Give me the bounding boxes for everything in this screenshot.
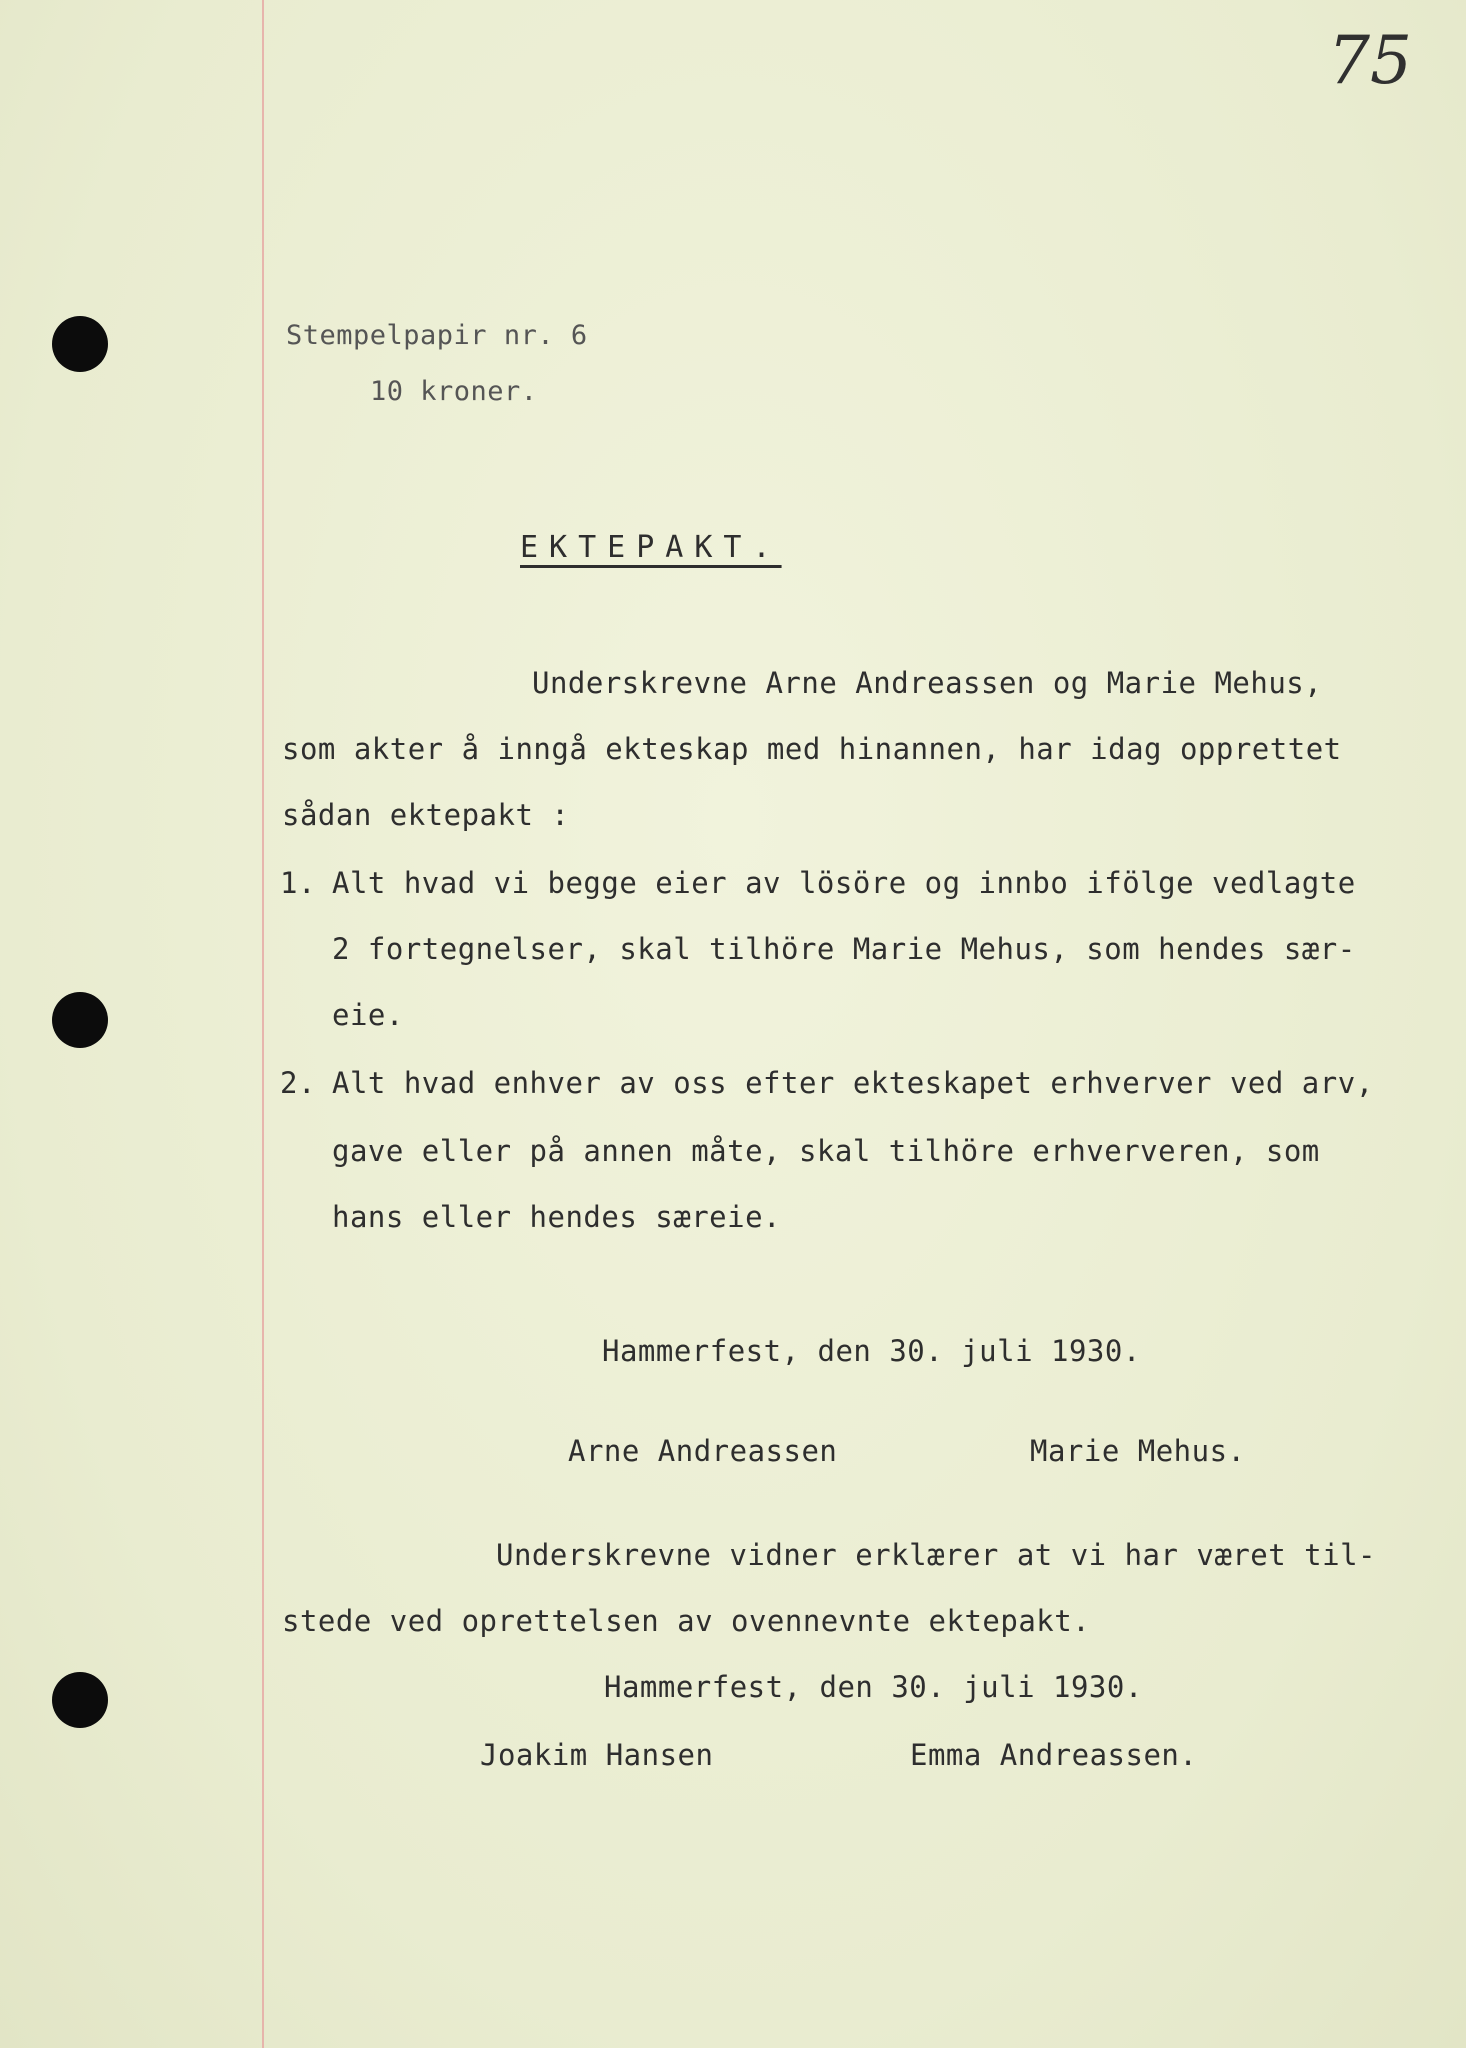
clause-line: hans eller hendes særeie.: [332, 1200, 781, 1234]
clause-line: Alt hvad enhver av oss efter ekteskapet erhverver ved arv,: [332, 1066, 1374, 1100]
document-title: EKTEPAKT.: [520, 530, 782, 565]
intro-line: sådan ektepakt :: [282, 798, 570, 832]
intro-line: som akter å inngå ekteskap med hinannen, har idag opprettet: [282, 732, 1342, 766]
witness-statement-line: Underskrevne vidner erklærer at vi har været til-: [496, 1538, 1377, 1572]
page-number: 75: [1328, 22, 1412, 99]
signatory-name: Marie Mehus.: [1030, 1434, 1246, 1468]
clause-line: Alt hvad vi begge eier av lösöre og innbo ifölge vedlagte: [332, 866, 1356, 900]
date-line: Hammerfest, den 30. juli 1930.: [602, 1334, 1141, 1368]
clause-line: eie.: [332, 998, 404, 1032]
intro-line: Underskrevne Arne Andreassen og Marie Mehus,: [532, 666, 1323, 700]
clause-number: 1.: [280, 866, 316, 900]
punch-hole: [52, 1672, 108, 1728]
margin-line: [262, 0, 264, 2048]
clause-line: gave eller på annen måte, skal tilhöre erhververen, som: [332, 1134, 1320, 1168]
witness-statement-line: stede ved oprettelsen av ovennevnte ektepakt.: [282, 1604, 1091, 1638]
signatory-name: Arne Andreassen: [568, 1434, 838, 1468]
stamp-paper-label: Stempelpapir nr. 6: [286, 320, 588, 351]
clause-number: 2.: [280, 1066, 316, 1100]
punch-hole: [52, 316, 108, 372]
witness-name: Emma Andreassen.: [910, 1738, 1198, 1772]
date-line: Hammerfest, den 30. juli 1930.: [604, 1670, 1143, 1704]
punch-hole: [52, 992, 108, 1048]
witness-name: Joakim Hansen: [480, 1738, 714, 1772]
stamp-paper-value: 10 kroner.: [370, 376, 538, 407]
clause-line: 2 fortegnelser, skal tilhöre Marie Mehus, som hendes sær-: [332, 932, 1356, 966]
